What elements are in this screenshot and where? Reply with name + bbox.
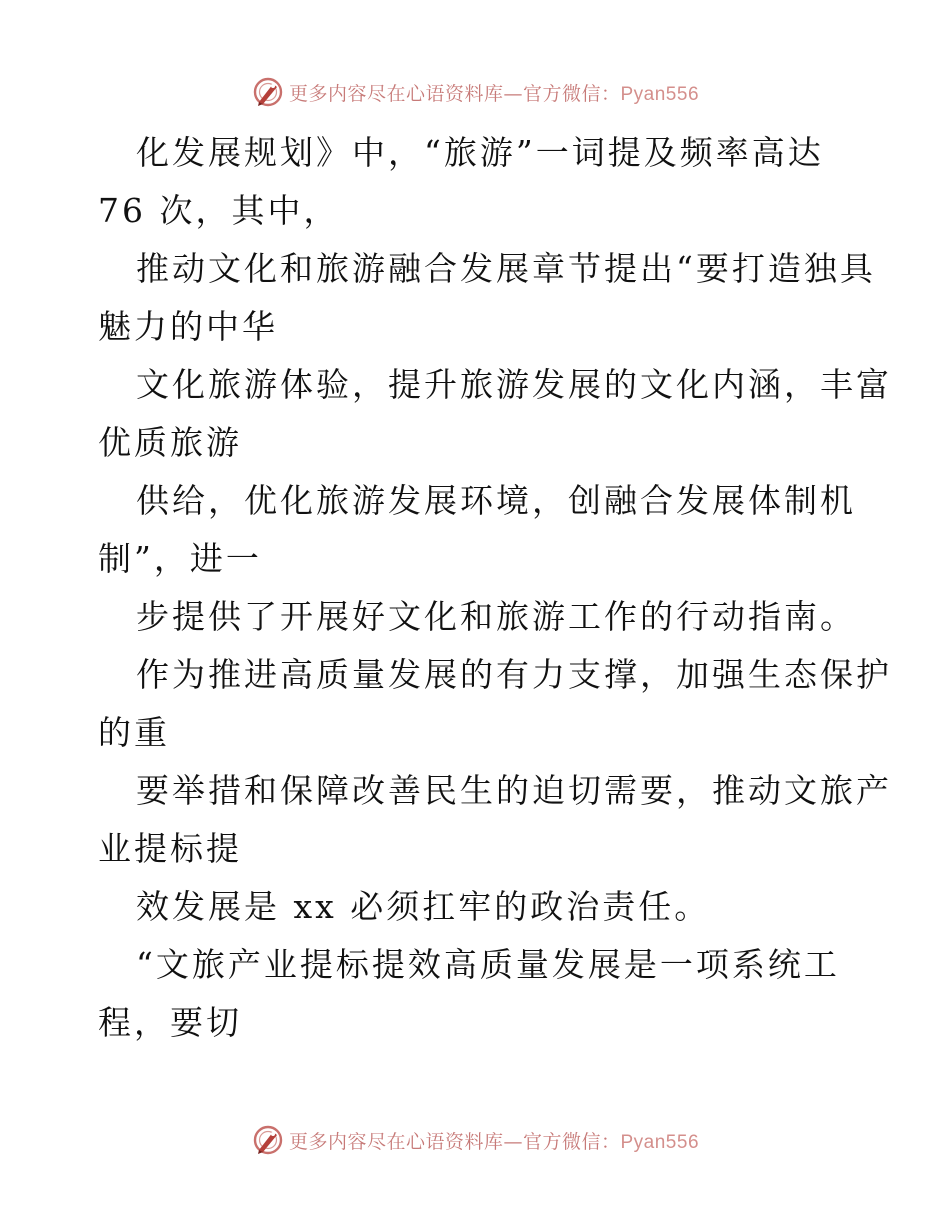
watermark-text (289, 79, 699, 106)
text-line: 作为推进高质量发展的有力支撑，加强生态保护 (136, 655, 892, 694)
body-text (98, 124, 892, 1052)
watermark-main: 更多内容尽在心语资料库—官方微信： (288, 1130, 621, 1153)
footer-watermark (0, 1120, 950, 1160)
text-line: 化发展规划》中，“旅游”一词提及频率高达 (136, 133, 824, 172)
text-line: 效发展是 xx 必须扛牢的政治责任。 (136, 887, 711, 926)
watermark-main: 更多内容尽在心语资料库—官方微信： (288, 82, 621, 105)
text-line: 优质旅游 (98, 423, 242, 462)
text-line: 的重 (98, 713, 170, 752)
pen-logo-icon (251, 1123, 285, 1157)
text-line: 步提供了开展好文化和旅游工作的行动指南。 (136, 597, 856, 636)
pen-logo-icon (251, 75, 285, 109)
watermark-text (289, 1127, 699, 1154)
watermark-wechat-id: Pyan556 (620, 1131, 700, 1153)
text-line: 业提标提 (98, 829, 242, 868)
text-line: 供给，优化旅游发展环境，创融合发展体制机 (136, 481, 856, 520)
text-line: 魅力的中华 (98, 307, 278, 346)
text-line: 推动文化和旅游融合发展章节提出“要打造独具 (136, 249, 876, 288)
text-line: “文旅产业提标提效高质量发展是一项系统工 (136, 945, 840, 984)
text-line: 制”，进一 (98, 539, 262, 578)
text-line: 文化旅游体验，提升旅游发展的文化内涵，丰富 (136, 365, 892, 404)
header-watermark (0, 72, 950, 112)
text-line: 要举措和保障改善民生的迫切需要，推动文旅产 (136, 771, 892, 810)
text-line: 76 次，其中， (98, 191, 340, 230)
text-line: 程，要切 (98, 1003, 242, 1042)
watermark-wechat-id: Pyan556 (620, 83, 700, 105)
